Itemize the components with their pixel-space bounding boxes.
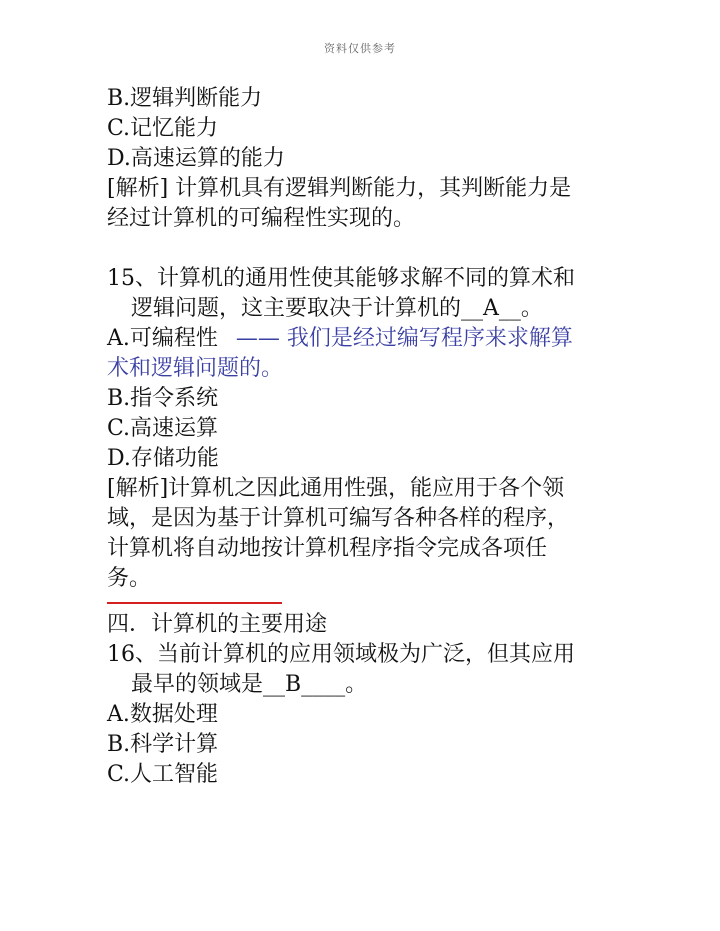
- q15-option-a-row: [107, 324, 627, 354]
- question-16-line: 16、当前计算机的应用领域极为广泛，但其应用: [107, 642, 575, 667]
- q15-analysis-line: [解析]计算机之因此通用性强，能应用于各个领: [107, 476, 565, 501]
- analysis-line: [解析] 计算机具有逻辑判断能力，其判断能力是: [107, 176, 572, 201]
- option-b: B.逻辑判断能力: [107, 86, 263, 111]
- q15-option-c: C.高速运算: [107, 416, 219, 441]
- question-16-line: 最早的领域是__B____。: [131, 672, 368, 697]
- q16-option-c: C.人工智能: [107, 762, 219, 787]
- q15-option-d: D.存储功能: [107, 446, 219, 471]
- q15-analysis-line: 域，是因为基于计算机可编写各种各样的程序，: [107, 506, 570, 531]
- section-divider: [107, 602, 282, 604]
- document-body: [107, 84, 627, 790]
- q15-option-a-note-continued: 术和逻辑问题的。: [107, 356, 284, 381]
- q15-option-a-note: —— 我们是经过编写程序来求解算: [235, 326, 573, 351]
- q16-option-b: B.科学计算: [107, 732, 219, 757]
- paragraph-gap: [107, 234, 627, 264]
- option-d: D.高速运算的能力: [107, 146, 285, 171]
- q15-analysis-line: 务。: [107, 566, 152, 591]
- analysis-line: 经过计算机的可编程性实现的。: [107, 206, 416, 231]
- q15-analysis-line: 计算机将自动地按计算机程序指令完成各项任: [107, 536, 548, 561]
- q15-option-a: A.可编程性: [107, 326, 218, 351]
- page-header-watermark: 资料仅供参考: [324, 42, 396, 55]
- question-15-line: 15、计算机的通用性使其能够求解不同的算术和: [107, 266, 575, 291]
- question-15-line: 逻辑问题，这主要取决于计算机的__A__。: [131, 296, 543, 321]
- q16-option-a: A.数据处理: [107, 702, 218, 727]
- q15-option-b: B.指令系统: [107, 386, 219, 411]
- option-c: C.记忆能力: [107, 116, 219, 141]
- section-heading: 四．计算机的主要用途: [107, 612, 328, 637]
